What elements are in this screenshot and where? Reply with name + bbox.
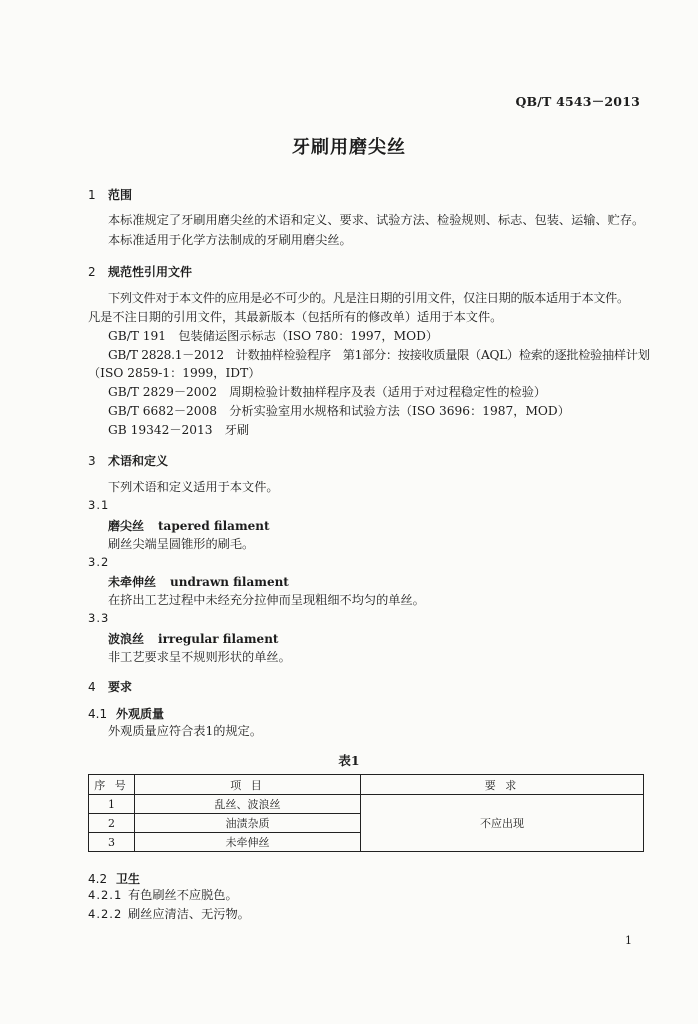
row-no: 3 [89,833,135,852]
section-3-heading: 3 术语和定义 [88,454,169,468]
section-1-para-1: 本标准规定了牙刷用磨尖丝的术语和定义、要求、试验方法、检验规则、标志、包装、运输、贮存。 [108,213,645,227]
row-item: 未牵伸丝 [135,833,361,852]
section-2-intro-1: 下列文件对于本文件的应用是必不可少的。凡是注日期的引用文件，仅注日期的版本适用于本文件。 [108,291,629,305]
clause-4-2-heading: 4.2 卫生 [88,872,141,886]
reference-gb2829: GB/T 2829－2002 周期检验计数抽样程序及表（适用于对过程稳定性的检验） [108,385,547,399]
row-item: 油渍杂质 [135,814,361,833]
header-requirement: 要 求 [361,775,644,795]
table-header-row [89,775,644,795]
reference-gb2828: GB/T 2828.1－2012 计数抽样检验程序 第1部分：按接收质量限（AQL）检索的逐批检验抽样计划 [108,348,650,362]
term-undrawn-filament: 未牵伸丝 undrawn filament [108,575,289,589]
page-number: 1 [625,934,632,947]
section-2-intro-2: 凡是不注日期的引用文件，其最新版本（包括所有的修改单）适用于本文件。 [88,310,503,324]
reference-gb19342: GB 19342－2013 牙刷 [108,423,250,437]
section-1-para-2: 本标准适用于化学方法制成的牙刷用磨尖丝。 [108,233,352,247]
row-no: 2 [89,814,135,833]
clause-4-1-text: 外观质量应符合表1的规定。 [108,724,263,738]
clause-3-1: 3.1 [88,498,110,512]
reference-gb191: GB/T 191 包装储运图示标志（ISO 780：1997，MOD） [108,329,439,343]
appearance-quality-table [88,774,644,852]
clause-3-2: 3.2 [88,555,110,569]
clause-4-2-1: 4.2.1 有色刷丝不应脱色。 [88,888,238,902]
standard-number: QB/T 4543－2013 [515,94,640,109]
term-tapered-filament: 磨尖丝 tapered filament [108,519,270,533]
section-2-heading: 2 规范性引用文件 [88,265,193,279]
row-item: 乱丝、波浪丝 [135,795,361,814]
section-4-heading: 4 要求 [88,680,133,694]
clause-4-1-heading: 4.1 外观质量 [88,707,165,721]
table-row [89,795,644,814]
row-no: 1 [89,795,135,814]
definition-irregular-filament: 非工艺要求呈不规则形状的单丝。 [108,650,291,664]
definition-undrawn-filament: 在挤出工艺过程中未经充分拉伸而呈现粗细不均匀的单丝。 [108,593,425,607]
section-3-intro: 下列术语和定义适用于本文件。 [108,480,279,494]
term-irregular-filament: 波浪丝 irregular filament [108,632,279,646]
clause-4-2-2: 4.2.2 刷丝应清洁、无污物。 [88,907,250,921]
header-item: 项 目 [135,775,361,795]
clause-3-3: 3.3 [88,611,110,625]
document-title: 牙刷用磨尖丝 [292,137,406,158]
reference-iso2859: （ISO 2859-1：1999，IDT） [88,366,261,380]
definition-tapered-filament: 刷丝尖端呈圆锥形的刷毛。 [108,537,255,551]
table-caption: 表1 [338,753,360,768]
header-no: 序 号 [89,775,135,795]
requirement-cell: 不应出现 [361,795,644,852]
section-1-heading: 1 范围 [88,188,133,202]
reference-gb6682: GB/T 6682－2008 分析实验室用水规格和试验方法（ISO 3696：1987，MOD） [108,404,570,418]
